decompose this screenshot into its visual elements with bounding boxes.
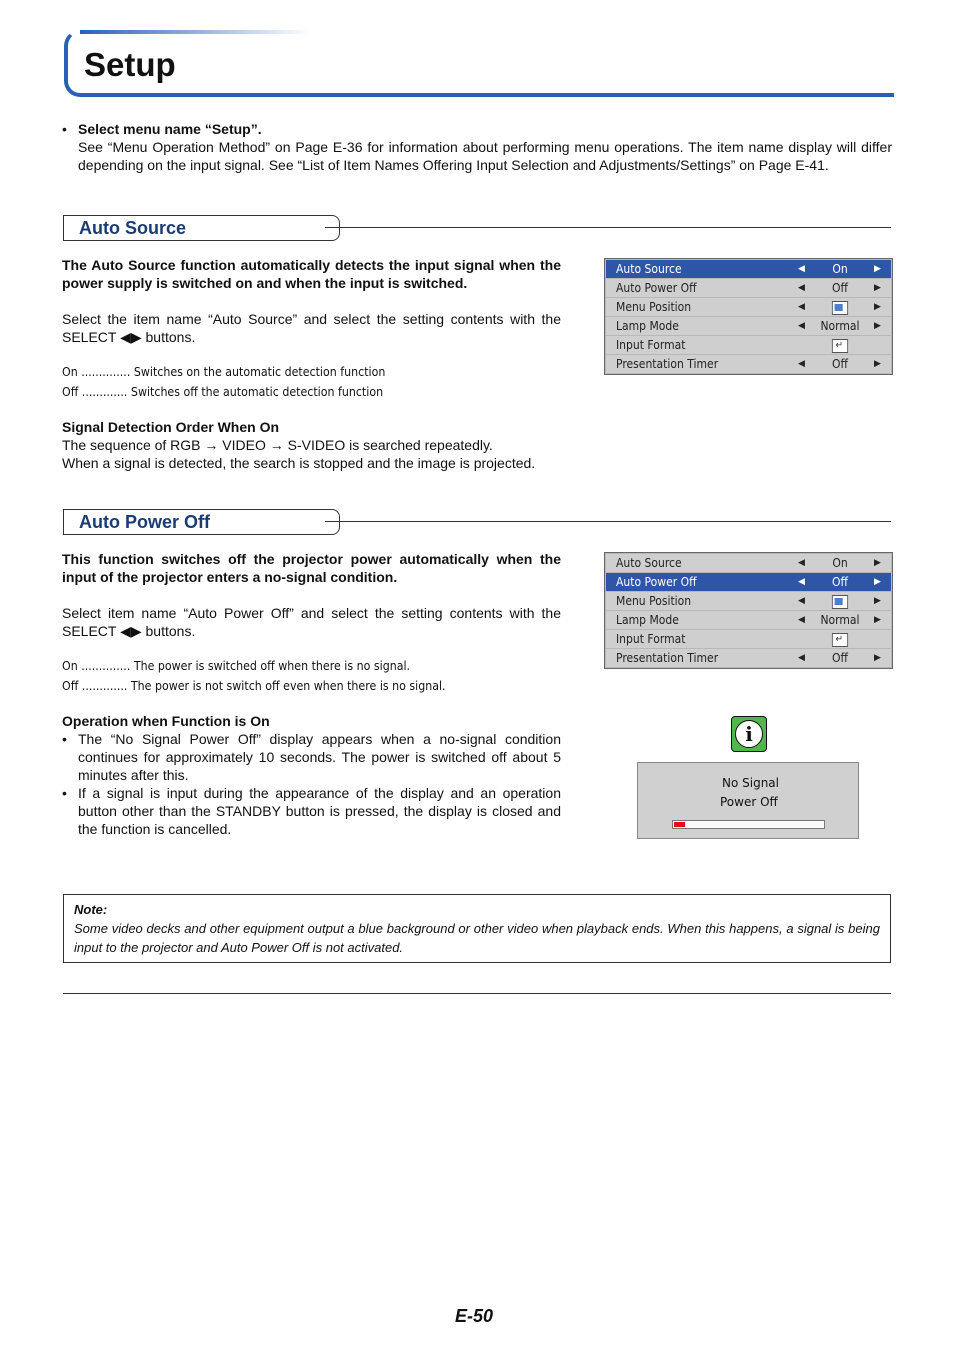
- left-arrow-icon: ◀: [798, 615, 805, 625]
- section-rule: [325, 521, 891, 522]
- no-signal-progress-fill: [674, 822, 685, 827]
- title-frame-border: [64, 30, 894, 97]
- left-arrow-icon: ◀: [798, 264, 805, 274]
- auto-source-option-off: Off ............. Switches off the automatic detection function: [62, 385, 384, 399]
- left-arrow-icon: ◀: [798, 283, 805, 293]
- info-icon-glyph: i: [735, 720, 763, 748]
- info-icon: [731, 716, 767, 752]
- intro-bullet: •: [62, 121, 67, 137]
- note-text: Some video decks and other equipment output a blue background or other video when playback ends. When this happens, a signal is being input to the projector and Auto Power Off is not activated.: [74, 921, 880, 955]
- left-arrow-icon: ◀: [798, 577, 805, 587]
- auto-power-off-bullets: [62, 730, 561, 838]
- no-signal-line1: No Signal: [722, 776, 779, 790]
- osd-row-label: Menu Position: [616, 594, 692, 608]
- auto-source-text: [62, 256, 561, 472]
- osd-row-menu-position[interactable]: [606, 298, 891, 316]
- osd-row-label: Lamp Mode: [616, 613, 679, 627]
- osd-row-value: Off: [832, 281, 848, 295]
- auto-power-off-section-header: [63, 509, 891, 535]
- left-arrow-icon: ◀: [798, 302, 805, 312]
- auto-power-off-lead: This function switches off the projector power automatically when the input of the projector enters a no-signal condition.: [62, 551, 561, 585]
- no-signal-progress-bar: [672, 820, 825, 829]
- auto-power-off-option-off: Off ............. The power is not switch off even when there is no signal.: [62, 679, 446, 693]
- osd-row-auto-source[interactable]: [606, 260, 891, 278]
- menu-position-icon: [832, 301, 848, 315]
- right-arrow-icon: ▶: [874, 302, 881, 312]
- auto-source-lead: The Auto Source function automatically detects the input signal when the power supply is switched on and when the input is switched.: [62, 257, 561, 291]
- osd-row-label: Input Format: [616, 338, 686, 352]
- right-arrow-icon: ▶: [874, 558, 881, 568]
- osd-row-label: Input Format: [616, 632, 686, 646]
- osd-row-presentation-timer[interactable]: [606, 355, 891, 373]
- right-arrow-icon: ▶: [874, 321, 881, 331]
- osd-row-label: Presentation Timer: [616, 651, 719, 665]
- bottom-rule: [63, 993, 891, 994]
- left-arrow-icon: ◀: [798, 653, 805, 663]
- page-title: Setup: [84, 46, 176, 83]
- osd-row-lamp-mode[interactable]: [606, 611, 891, 629]
- osd-row-lamp-mode[interactable]: [606, 317, 891, 335]
- auto-source-option-on: On .............. Switches on the automatic detection function: [62, 365, 386, 379]
- left-arrow-icon: ◀: [798, 321, 805, 331]
- no-signal-line2: Power Off: [720, 795, 778, 809]
- osd-row-menu-position[interactable]: [606, 592, 891, 610]
- auto-source-section-header: [63, 215, 891, 241]
- osd-row-auto-power-off[interactable]: [606, 279, 891, 297]
- auto-power-off-subheading: Operation when Function is On: [62, 713, 270, 729]
- osd-row-value: Off: [832, 651, 848, 665]
- left-arrow-icon: ◀: [798, 558, 805, 568]
- auto-power-off-heading: Auto Power Off: [63, 509, 340, 535]
- auto-source-sub-line: When a signal is detected, the search is stopped and the image is projected.: [62, 455, 536, 471]
- intro-block: [62, 120, 892, 174]
- osd-row-label: Menu Position: [616, 300, 692, 314]
- section-rule: [325, 227, 891, 228]
- right-arrow-icon: ▶: [874, 283, 881, 293]
- osd-row-input-format[interactable]: [606, 630, 891, 648]
- osd-row-input-format[interactable]: [606, 336, 891, 354]
- left-arrow-icon: ◀: [798, 359, 805, 369]
- note-label: Note:: [74, 902, 108, 917]
- osd-row-auto-power-off[interactable]: [606, 573, 891, 591]
- auto-power-off-option-on: On .............. The power is switched off when there is no signal.: [62, 659, 411, 673]
- osd-menu-auto-source: [604, 258, 893, 375]
- right-arrow-icon: ▶: [874, 653, 881, 663]
- right-arrow-icon: ▶: [874, 615, 881, 625]
- right-arrow-icon: ▶: [874, 359, 881, 369]
- title-frame-gradient: [80, 30, 310, 34]
- osd-row-value: On: [832, 556, 848, 570]
- osd-row-value: Off: [832, 575, 848, 589]
- enter-icon: [832, 339, 848, 353]
- osd-row-label: Auto Power Off: [616, 281, 697, 295]
- right-arrow-icon: ▶: [874, 577, 881, 587]
- note-box: [63, 894, 891, 963]
- osd-row-label: Lamp Mode: [616, 319, 679, 333]
- list-item: • The “No Signal Power Off” display appears when a no-signal condition continues for approximately 10 seconds. The power is switched off about 5 minutes after this.: [78, 730, 561, 784]
- auto-source-subheading: Signal Detection Order When On: [62, 419, 280, 435]
- enter-icon: [832, 633, 848, 647]
- osd-row-presentation-timer[interactable]: [606, 649, 891, 667]
- osd-row-auto-source[interactable]: [606, 554, 891, 572]
- right-arrow-icon: ▶: [874, 264, 881, 274]
- auto-source-sub-line: The sequence of RGB → VIDEO → S-VIDEO is searched repeatedly.: [62, 437, 493, 453]
- auto-source-instruction: Select the item name “Auto Source” and select the setting contents with the SELECT ◀▶ buttons.: [62, 311, 561, 345]
- auto-power-off-instruction: Select item name “Auto Power Off” and select the setting contents with the SELECT ◀▶ buttons.: [62, 605, 561, 639]
- intro-body: See “Menu Operation Method” on Page E-36 for information about performing menu operations. The item name display will differ depending on the input signal. See “List of Item Names Offering Input Selection and Adjustments/Settings” on Page E-41.: [78, 139, 892, 173]
- list-item: • If a signal is input during the appearance of the display and an operation button other than the STANDBY button is pressed, the display is closed and the function is cancelled.: [78, 784, 561, 838]
- page-number: E-50: [455, 1306, 494, 1326]
- no-signal-dialog: [637, 762, 859, 839]
- osd-row-label: Auto Power Off: [616, 575, 697, 589]
- title-frame: [64, 30, 894, 94]
- osd-row-label: Auto Source: [616, 556, 682, 570]
- menu-position-icon: [832, 595, 848, 609]
- auto-source-heading: Auto Source: [63, 215, 340, 241]
- osd-row-value: Normal: [820, 319, 860, 333]
- osd-row-value: On: [832, 262, 848, 276]
- osd-row-value: Normal: [820, 613, 860, 627]
- osd-menu-auto-power-off: [604, 552, 893, 669]
- auto-power-off-text: [62, 550, 561, 838]
- osd-row-label: Presentation Timer: [616, 357, 719, 371]
- intro-heading: Select menu name “Setup”.: [78, 121, 262, 137]
- right-arrow-icon: ▶: [874, 596, 881, 606]
- osd-row-value: Off: [832, 357, 848, 371]
- osd-row-label: Auto Source: [616, 262, 682, 276]
- left-arrow-icon: ◀: [798, 596, 805, 606]
